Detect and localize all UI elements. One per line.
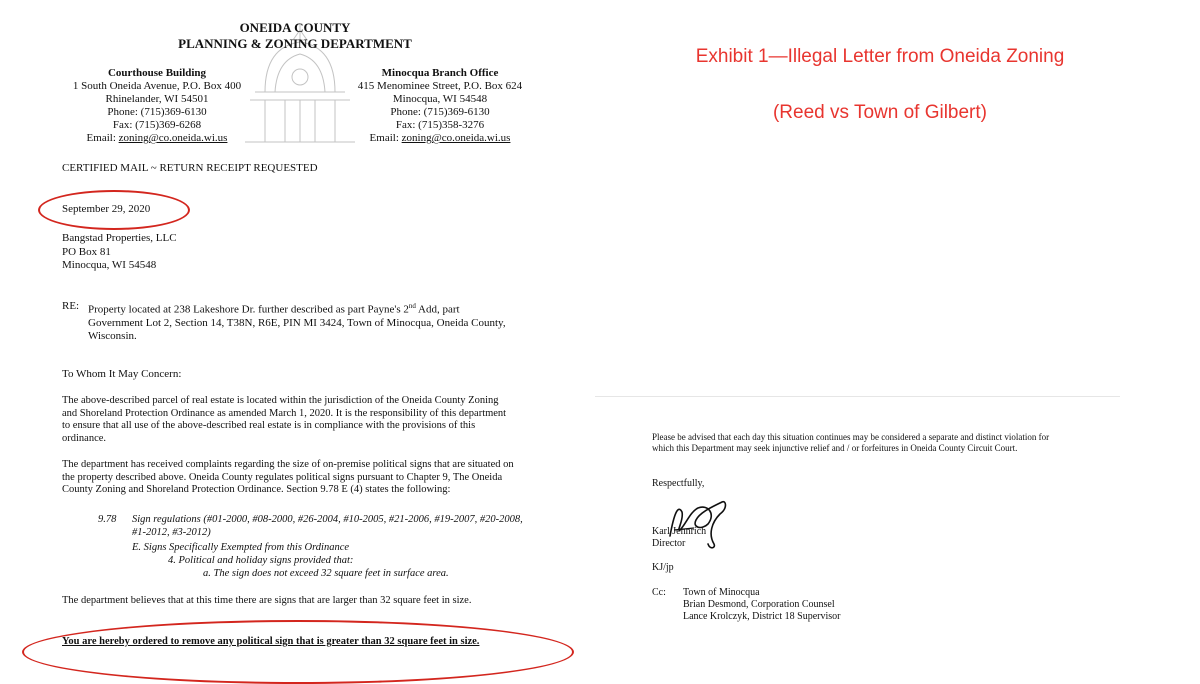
- office-title: Courthouse Building: [107, 67, 207, 79]
- paragraph-jurisdiction: The above-described parcel of real estate is located within the jurisdiction of the Oneida County Zoning and Shoreland Protection Ordinance as amended March 1, 2020. It is the responsibility of this department to ensure that all use of the above-described real estate is in compliance with the provisions of this ordinance.: [62, 395, 507, 444]
- office-email-link[interactable]: zoning@co.oneida.wi.us: [118, 132, 228, 144]
- office-email-line: [340, 132, 540, 145]
- recipient-line: PO Box 81: [62, 245, 111, 258]
- closing: Respectfully,: [652, 478, 705, 489]
- section-number: 9.78: [98, 514, 117, 525]
- re-text-part1: Property located at 238 Lakeshore Dr. further described as part Payne's 2: [88, 303, 409, 316]
- office-fax: Fax: (715)358-3276: [395, 119, 485, 131]
- order-annotation-circle: [22, 620, 574, 684]
- courthouse-office-block: [52, 67, 262, 145]
- paragraph-complaints: The department has received complaints regarding the size of on-premise political signs that are situated on the property described above. Oneida County regulates political signs pursuant to Chapter 9, The Oneida County Zoning and Shoreland Protection Ordinance. Section 9.78 E (4) states the following:: [62, 459, 514, 495]
- page-divider: [595, 396, 1120, 397]
- removal-order: You are hereby ordered to remove any political sign that is greater than 32 square feet in size.: [62, 636, 480, 647]
- cc-label: Cc:: [652, 587, 666, 598]
- advisory-paragraph: Please be advised that each day this situation continues may be considered a separate and distinct violation for which this Department may seek injunctive relief and / or forfeitures in Oneida County Circuit Court.: [652, 432, 1050, 453]
- letter-date: September 29, 2020: [62, 203, 151, 215]
- office-phone: Phone: (715)369-6130: [107, 106, 207, 118]
- minocqua-office-block: [340, 67, 540, 145]
- section-title: Sign regulations (#01-2000, #08-2000, #26-2004, #10-2005, #21-2006, #19-2007, #20-2008, #1-2012, #3-2012): [132, 514, 523, 538]
- office-email-line: [52, 132, 262, 145]
- re-subject: [88, 300, 508, 343]
- initials: KJ/jp: [652, 562, 674, 573]
- signatory: [652, 526, 706, 550]
- department-header: [160, 20, 430, 52]
- re-superscript: nd: [408, 302, 416, 310]
- office-phone: Phone: (715)369-6130: [390, 106, 490, 118]
- letter-page-1: [0, 0, 600, 668]
- office-city: Rhinelander, WI 54501: [105, 93, 209, 105]
- email-label: Email:: [369, 132, 399, 144]
- office-address: 415 Menominee Street, P.O. Box 624: [357, 80, 523, 92]
- cc-item: Brian Desmond, Corporation Counsel: [683, 599, 835, 610]
- re-text-part2: Add, part Government Lot 2, Section 14, T38N, R6E, PIN MI 3424, Town of Minocqua, Oneida County, Wisconsin.: [88, 303, 506, 342]
- office-title: Minocqua Branch Office: [381, 67, 499, 79]
- office-city: Minocqua, WI 54548: [392, 93, 488, 105]
- cc-item: Lance Krolczyk, District 18 Supervisor: [683, 611, 841, 622]
- section-4: 4. Political and holiday signs provided that:: [168, 555, 354, 566]
- email-label: Email:: [86, 132, 116, 144]
- section-a: a. The sign does not exceed 32 square feet in surface area.: [203, 568, 449, 579]
- signatory-name: Karl Jennrich: [652, 526, 707, 537]
- department-name: PLANNING & ZONING DEPARTMENT: [178, 36, 412, 51]
- cc-item: Town of Minocqua: [683, 587, 760, 598]
- re-label: RE:: [62, 300, 80, 312]
- exhibit-title: Exhibit 1—Illegal Letter from Oneida Zoning: [695, 46, 1065, 67]
- exhibit-subtitle: (Reed vs Town of Gilbert): [772, 102, 987, 123]
- cc-list: [683, 587, 840, 623]
- recipient-line: Minocqua, WI 54548: [62, 259, 157, 271]
- office-address: 1 South Oneida Avenue, P.O. Box 400: [72, 80, 242, 92]
- section-e: E. Signs Specifically Exempted from this Ordinance: [132, 542, 350, 553]
- office-email-link[interactable]: zoning@co.oneida.wi.us: [401, 132, 511, 144]
- signatory-role: Director: [652, 538, 686, 549]
- paragraph-belief: The department believes that at this time there are signs that are larger than 32 square feet in size.: [62, 595, 472, 606]
- recipient-line: Bangstad Properties, LLC: [62, 232, 177, 244]
- salutation: To Whom It May Concern:: [62, 368, 182, 380]
- office-fax: Fax: (715)369-6268: [112, 119, 202, 131]
- certified-mail-notice: CERTIFIED MAIL ~ RETURN RECEIPT REQUESTED: [62, 162, 318, 174]
- recipient-address: [62, 232, 177, 273]
- county-name: ONEIDA COUNTY: [239, 20, 351, 35]
